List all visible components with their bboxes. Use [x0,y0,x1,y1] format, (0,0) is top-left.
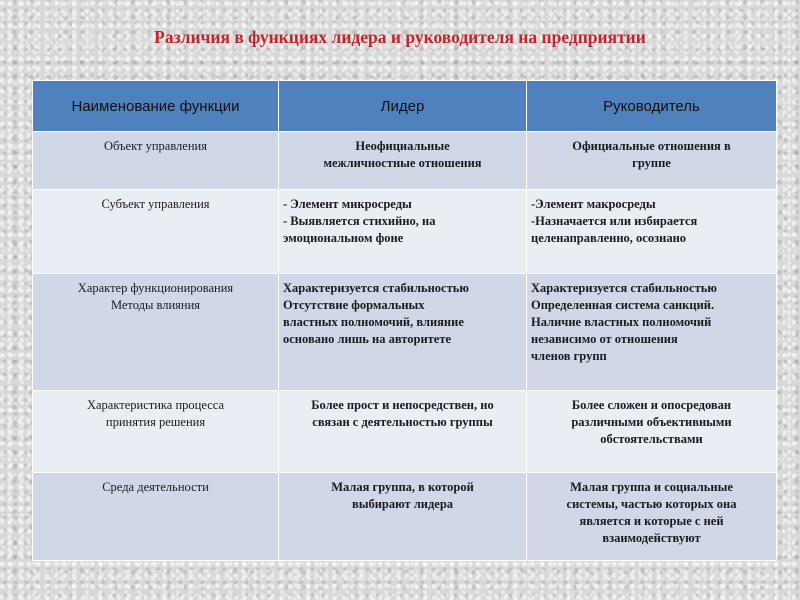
cell-text-line: Характер функционирования [77,281,234,295]
cell-text-line: различными объективными [571,415,732,429]
cell-text-line: Определенная система санкций. [531,298,715,312]
cell-text-line: межличностные отношения [323,156,482,170]
cell-text-line: - Элемент микросреды [283,197,412,211]
cell-text-line: взаимодействуют [602,531,701,545]
cell-manager [527,473,777,561]
cell-function-text: Объект управления [104,139,207,153]
cell-text-line: связан с деятельностью группы [312,415,493,429]
cell-manager [527,391,777,473]
cell-function [33,274,279,391]
table-row [33,391,777,473]
cell-leader [279,274,527,391]
cell-text-line: эмоциональном фоне [283,231,404,245]
cell-text-line: группе [632,156,671,170]
table-row [33,132,777,190]
cell-function-text: Субъект управления [101,197,210,211]
table-row [33,473,777,561]
table-row [33,274,777,391]
cell-text-line: Методы влияния [110,298,201,312]
cell-function [33,132,279,190]
page-title: Различия в функциях лидера и руководителя на предприятии [154,27,646,47]
cell-leader [279,132,527,190]
cell-text-line: целенаправленно, осознано [531,231,687,245]
cell-text-line: системы, частью которых она [566,497,737,511]
cell-function [33,391,279,473]
cell-text-line: является и которые с ней [579,514,724,528]
cell-text-line: выбирают лидера [351,497,454,511]
cell-text-line: властных полномочий, влияние [283,315,464,329]
cell-text-line: Характеристика процесса [86,398,225,412]
cell-text-line: Малая группа и социальные [570,480,733,494]
cell-leader [279,473,527,561]
cell-text-line: -Элемент макросреды [531,197,656,211]
cell-text-line: Малая группа, в которой [331,480,474,494]
cell-function-text: Среда деятельности [102,480,209,494]
cell-text-line: Более сложен и опосредован [571,398,732,412]
cell-manager [527,132,777,190]
comparison-table [32,80,777,561]
cell-leader [279,391,527,473]
header-manager [527,81,777,132]
cell-text-line: независимо от отношения [531,332,678,346]
header-leader [279,81,527,132]
table-row [33,190,777,274]
cell-text-line: -Назначается или избирается [531,214,698,228]
cell-leader [279,190,527,274]
header-function-name-text: Наименование функции [71,97,240,115]
cell-function [33,473,279,561]
cell-text-line: Характеризуется стабильностью [283,281,469,295]
cell-manager [527,190,777,274]
cell-text-line: - Выявляется стихийно, на [283,214,436,228]
header-function-name [33,81,279,132]
cell-manager [527,274,777,391]
cell-text-line: Характеризуется стабильностью [531,281,717,295]
table-header-row [33,81,777,132]
header-leader-text: Лидер [380,97,425,115]
header-manager-text: Руководитель [603,97,700,115]
cell-text-line: обстоятельствами [600,432,703,446]
cell-text-line: основано лишь на авторитете [283,332,452,346]
cell-text-line: принятия решения [105,415,206,429]
cell-text-line: Более прост и непосредствен, но [311,398,494,412]
cell-function [33,190,279,274]
cell-text-line: Неофициальные [355,139,450,153]
cell-text-line: Официальные отношения в [572,139,731,153]
cell-text-line: членов групп [531,349,607,363]
cell-text-line: Отсутствие формальных [283,298,425,312]
cell-text-line: Наличие властных полномочий [531,315,712,329]
